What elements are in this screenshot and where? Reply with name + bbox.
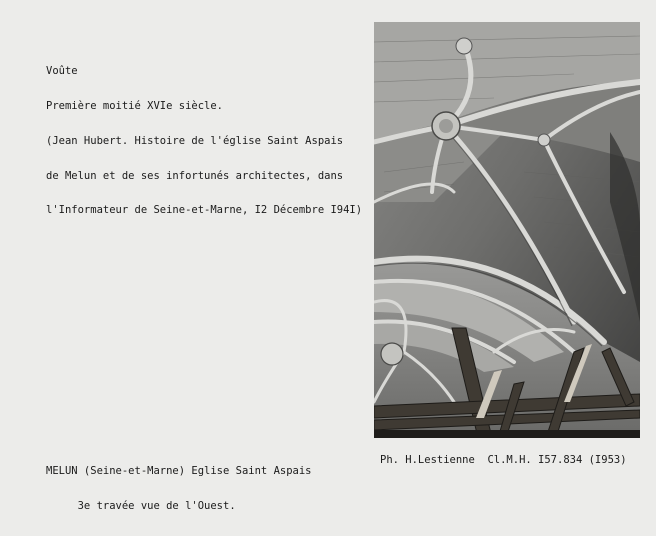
caption-line: Première moitié XVIe siècle. (46, 99, 224, 112)
caption-line: 3e travée vue de l'Ouest. (46, 499, 236, 512)
caption-line: l'Informateur de Seine-et-Marne, I2 Décembre I94I) (46, 204, 363, 217)
description-caption (46, 43, 362, 240)
location-caption (46, 443, 312, 536)
vault-photograph-drawing (374, 22, 640, 438)
caption-line: (Jean Hubert. Histoire de l'église Saint Aspais (46, 134, 344, 147)
caption-line: de Melun et de ses infortunés architectes, dans (46, 169, 344, 182)
vault-photograph (374, 22, 640, 438)
photo-credit: Ph. H.Lestienne Cl.M.H. I57.834 (I953) (380, 454, 627, 466)
caption-line: MELUN (Seine-et-Marne) Eglise Saint Aspais (46, 465, 312, 478)
caption-line: Voûte (46, 65, 78, 78)
